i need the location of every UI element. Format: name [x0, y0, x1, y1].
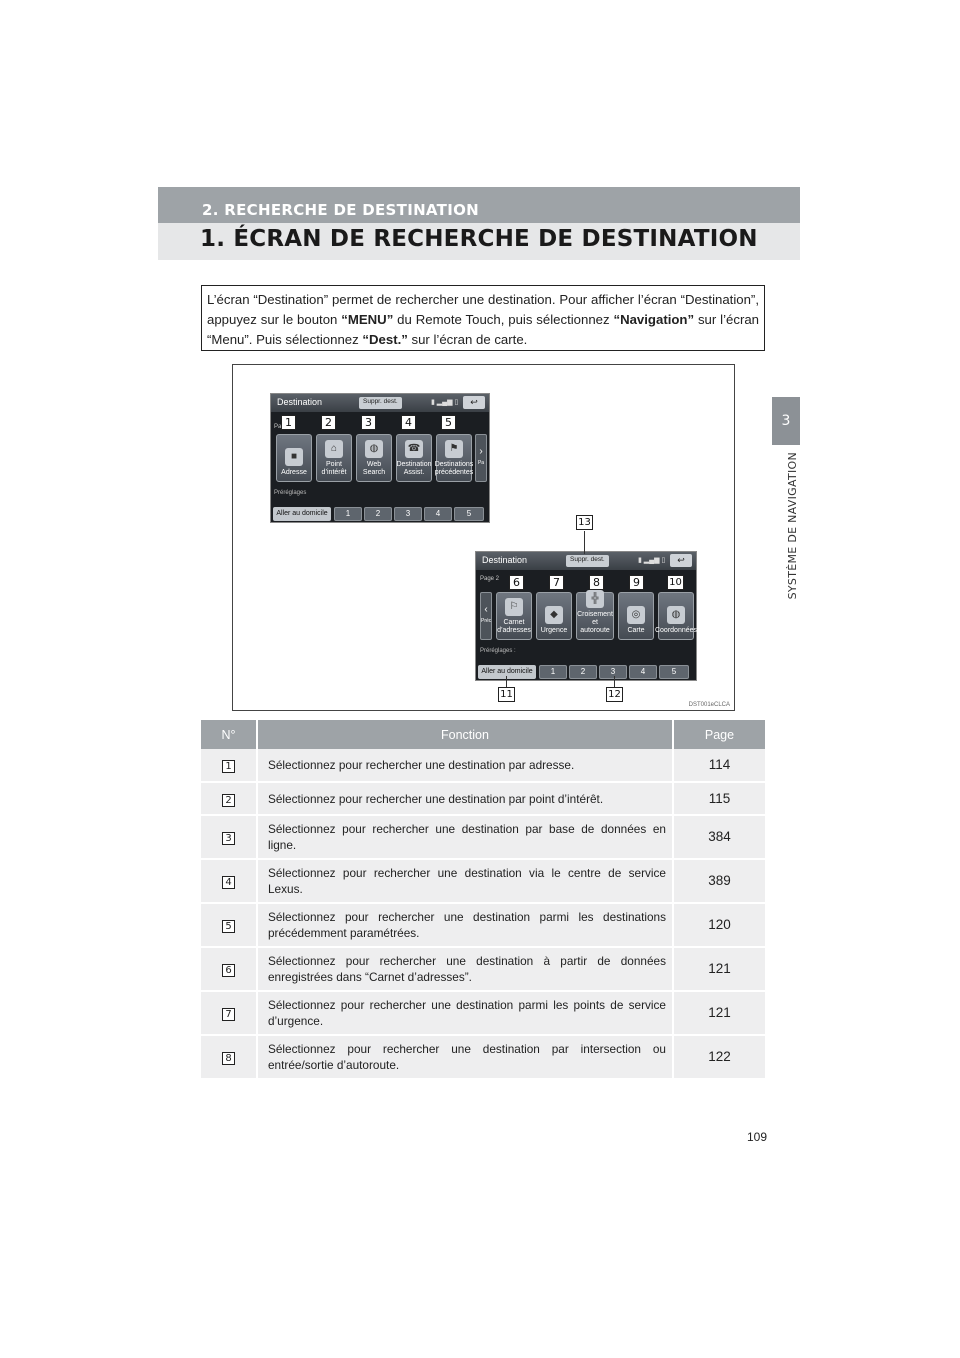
button-label: Web Search: [362, 461, 386, 476]
table-header-row: [201, 720, 765, 749]
button-label: Carte: [627, 627, 645, 634]
web-search-button[interactable]: [356, 434, 392, 482]
back-icon[interactable]: ↩: [463, 396, 485, 409]
callout-13: 13: [576, 515, 593, 530]
button-label: Point d’intérêt: [321, 461, 347, 476]
delete-destination-button[interactable]: Suppr. dest.: [359, 397, 402, 409]
callout-8: 8: [589, 575, 604, 590]
page-number: 109: [747, 1130, 768, 1144]
page-indicator: Pa: [274, 424, 282, 430]
preset-1-button[interactable]: 1: [334, 507, 362, 521]
table-row: [201, 947, 765, 991]
intro-key-navigation: “Navigation”: [613, 312, 695, 327]
intro-key-dest: “Dest.”: [362, 332, 408, 347]
row-page: 122: [673, 1035, 765, 1079]
button-label: Urgence: [540, 627, 568, 634]
row-number: [201, 815, 257, 859]
assist-icon: ☎: [405, 440, 423, 458]
row-description: Sélectionnez pour rechercher une destination par base de données en ligne.: [257, 815, 673, 859]
chapter-side-label: SYSTÈME DE NAVIGATION: [786, 452, 799, 600]
callout-9: 9: [629, 575, 644, 590]
intro-text: sur l’écran “Menu”. Puis sélectionnez: [207, 312, 760, 347]
number-box: 1: [222, 760, 235, 773]
next-page-button[interactable]: › Pa: [475, 434, 487, 482]
callout-3: 3: [361, 415, 376, 430]
row-page: 121: [673, 991, 765, 1035]
row-page: 114: [673, 749, 765, 782]
preset-5-button[interactable]: 5: [454, 507, 484, 521]
address-button[interactable]: [276, 434, 312, 482]
previous-page-button[interactable]: ‹ Préc: [480, 592, 492, 640]
callout-5: 5: [441, 415, 456, 430]
prev-label: Préc: [481, 618, 492, 624]
previous-destinations-button[interactable]: [436, 434, 472, 482]
row-number: [201, 749, 257, 782]
row-number: [201, 903, 257, 947]
emergency-icon: ◆: [545, 606, 563, 624]
row-description: Sélectionnez pour rechercher une destination parmi les points de service d’urgence.: [257, 991, 673, 1035]
button-label: Coordonnées: [654, 627, 698, 634]
chapter-tab: 3: [772, 397, 800, 445]
go-home-button[interactable]: Aller au domicile: [478, 665, 536, 679]
intro-text: du Remote Touch, puis sélectionnez: [393, 312, 614, 327]
row-description: Sélectionnez pour rechercher une destination à partir de données enregistrées dans “Carnet d’adresses”.: [257, 947, 673, 991]
poi-button[interactable]: [316, 434, 352, 482]
callout-2: 2: [321, 415, 336, 430]
building-icon: ⌂: [325, 440, 343, 458]
intersection-icon: ╬: [586, 590, 604, 608]
page-indicator: Page 2: [480, 576, 500, 582]
button-label: Destination Assist.: [396, 461, 432, 476]
destination-screens-figure: [232, 364, 735, 711]
row-page: 389: [673, 859, 765, 903]
callout-11-leader: [506, 676, 507, 687]
table-row: [201, 991, 765, 1035]
history-icon: ⚑: [445, 440, 463, 458]
row-page: 115: [673, 782, 765, 815]
table-row: [201, 782, 765, 815]
row-number: [201, 859, 257, 903]
number-box: 2: [222, 794, 235, 807]
preset-4-button[interactable]: 4: [629, 665, 657, 679]
column-header-num: N°: [201, 720, 257, 749]
intro-key-menu: “MENU”: [341, 312, 394, 327]
button-label: Carnet d’adresses: [497, 619, 531, 634]
destination-screen-page2: [475, 551, 697, 681]
back-icon[interactable]: ↩: [670, 554, 692, 567]
go-home-button[interactable]: Aller au domicile: [273, 507, 331, 521]
preset-3-button[interactable]: 3: [599, 665, 627, 679]
column-header-function: Fonction: [257, 720, 673, 749]
intro-text: sur l’écran de carte.: [407, 332, 528, 347]
row-number: [201, 1035, 257, 1079]
emergency-button[interactable]: [536, 592, 572, 640]
table-row: [201, 1035, 765, 1079]
section-title: 1. ÉCRAN DE RECHERCHE DE DESTINATION: [200, 226, 758, 252]
intersection-freeway-button[interactable]: [576, 592, 614, 640]
button-label: Croisement et autoroute: [577, 611, 613, 634]
flag-icon: ⚐: [505, 598, 523, 616]
delete-destination-button[interactable]: Suppr. dest.: [566, 555, 609, 567]
callout-12-leader: [614, 676, 615, 687]
number-box: 7: [222, 1008, 235, 1021]
row-number: [201, 991, 257, 1035]
next-label: Pa: [477, 460, 485, 466]
button-label: Destinations précédentes: [434, 461, 474, 476]
number-box: 5: [222, 920, 235, 933]
table-row: [201, 859, 765, 903]
preset-1-button[interactable]: 1: [539, 665, 567, 679]
callout-11: 11: [498, 687, 515, 702]
screen-title: Destination: [277, 397, 323, 407]
globe-icon: ◍: [667, 606, 685, 624]
callout-12: 12: [606, 687, 623, 702]
row-number: [201, 782, 257, 815]
table-row: [201, 815, 765, 859]
number-box: 4: [222, 876, 235, 889]
destination-screen-page1: [270, 393, 490, 523]
row-description: Sélectionnez pour rechercher une destination par adresse.: [257, 749, 673, 782]
preset-5-button[interactable]: 5: [659, 665, 689, 679]
callout-10: 10: [667, 575, 684, 590]
callout-6: 6: [509, 575, 524, 590]
number-box: 6: [222, 964, 235, 977]
compass-icon: ◎: [627, 606, 645, 624]
row-page: 120: [673, 903, 765, 947]
figure-code: DST001eCLCA: [688, 702, 730, 708]
callout-1: 1: [281, 415, 296, 430]
row-page: 121: [673, 947, 765, 991]
screen-title: Destination: [482, 555, 528, 565]
number-box: 8: [222, 1052, 235, 1065]
chapter-title: 2. RECHERCHE DE DESTINATION: [202, 201, 479, 219]
coordinates-button[interactable]: [654, 592, 698, 640]
callout-7: 7: [549, 575, 564, 590]
address-icon: ■: [285, 448, 303, 466]
presets-label: Préréglages: [274, 490, 307, 496]
table-row: [201, 749, 765, 782]
preset-2-button[interactable]: 2: [364, 507, 392, 521]
function-table: [201, 720, 765, 1080]
status-icons: ▮ ▂▄▆ ▯: [431, 399, 459, 406]
intro-box: [201, 285, 765, 351]
column-header-page: Page: [673, 720, 765, 749]
callout-13-leader: [584, 531, 585, 554]
address-book-button[interactable]: [496, 592, 532, 640]
row-number: [201, 947, 257, 991]
preset-2-button[interactable]: 2: [569, 665, 597, 679]
row-page: 384: [673, 815, 765, 859]
row-description: Sélectionnez pour rechercher une destination via le centre de service Lexus.: [257, 859, 673, 903]
globe-icon: ◍: [365, 440, 383, 458]
intro-text: L’écran “Destination” permet de rechercher une destination. Pour afficher l’écran “Destination”, appuyez sur le bouton: [207, 292, 759, 327]
table-row: [201, 903, 765, 947]
map-button[interactable]: [618, 592, 654, 640]
row-description: Sélectionnez pour rechercher une destination par point d’intérêt.: [257, 782, 673, 815]
status-icons: ▮ ▂▄▆ ▯: [638, 557, 666, 564]
preset-4-button[interactable]: 4: [424, 507, 452, 521]
number-box: 3: [222, 832, 235, 845]
presets-label: Préréglages :: [480, 648, 516, 654]
destination-assist-button[interactable]: [396, 434, 432, 482]
row-description: Sélectionnez pour rechercher une destination par intersection ou entrée/sortie d’autoroute.: [257, 1035, 673, 1079]
preset-3-button[interactable]: 3: [394, 507, 422, 521]
row-description: Sélectionnez pour rechercher une destination parmi les destinations précédemment paramétrées.: [257, 903, 673, 947]
button-label: Adresse: [281, 469, 307, 476]
callout-4: 4: [401, 415, 416, 430]
